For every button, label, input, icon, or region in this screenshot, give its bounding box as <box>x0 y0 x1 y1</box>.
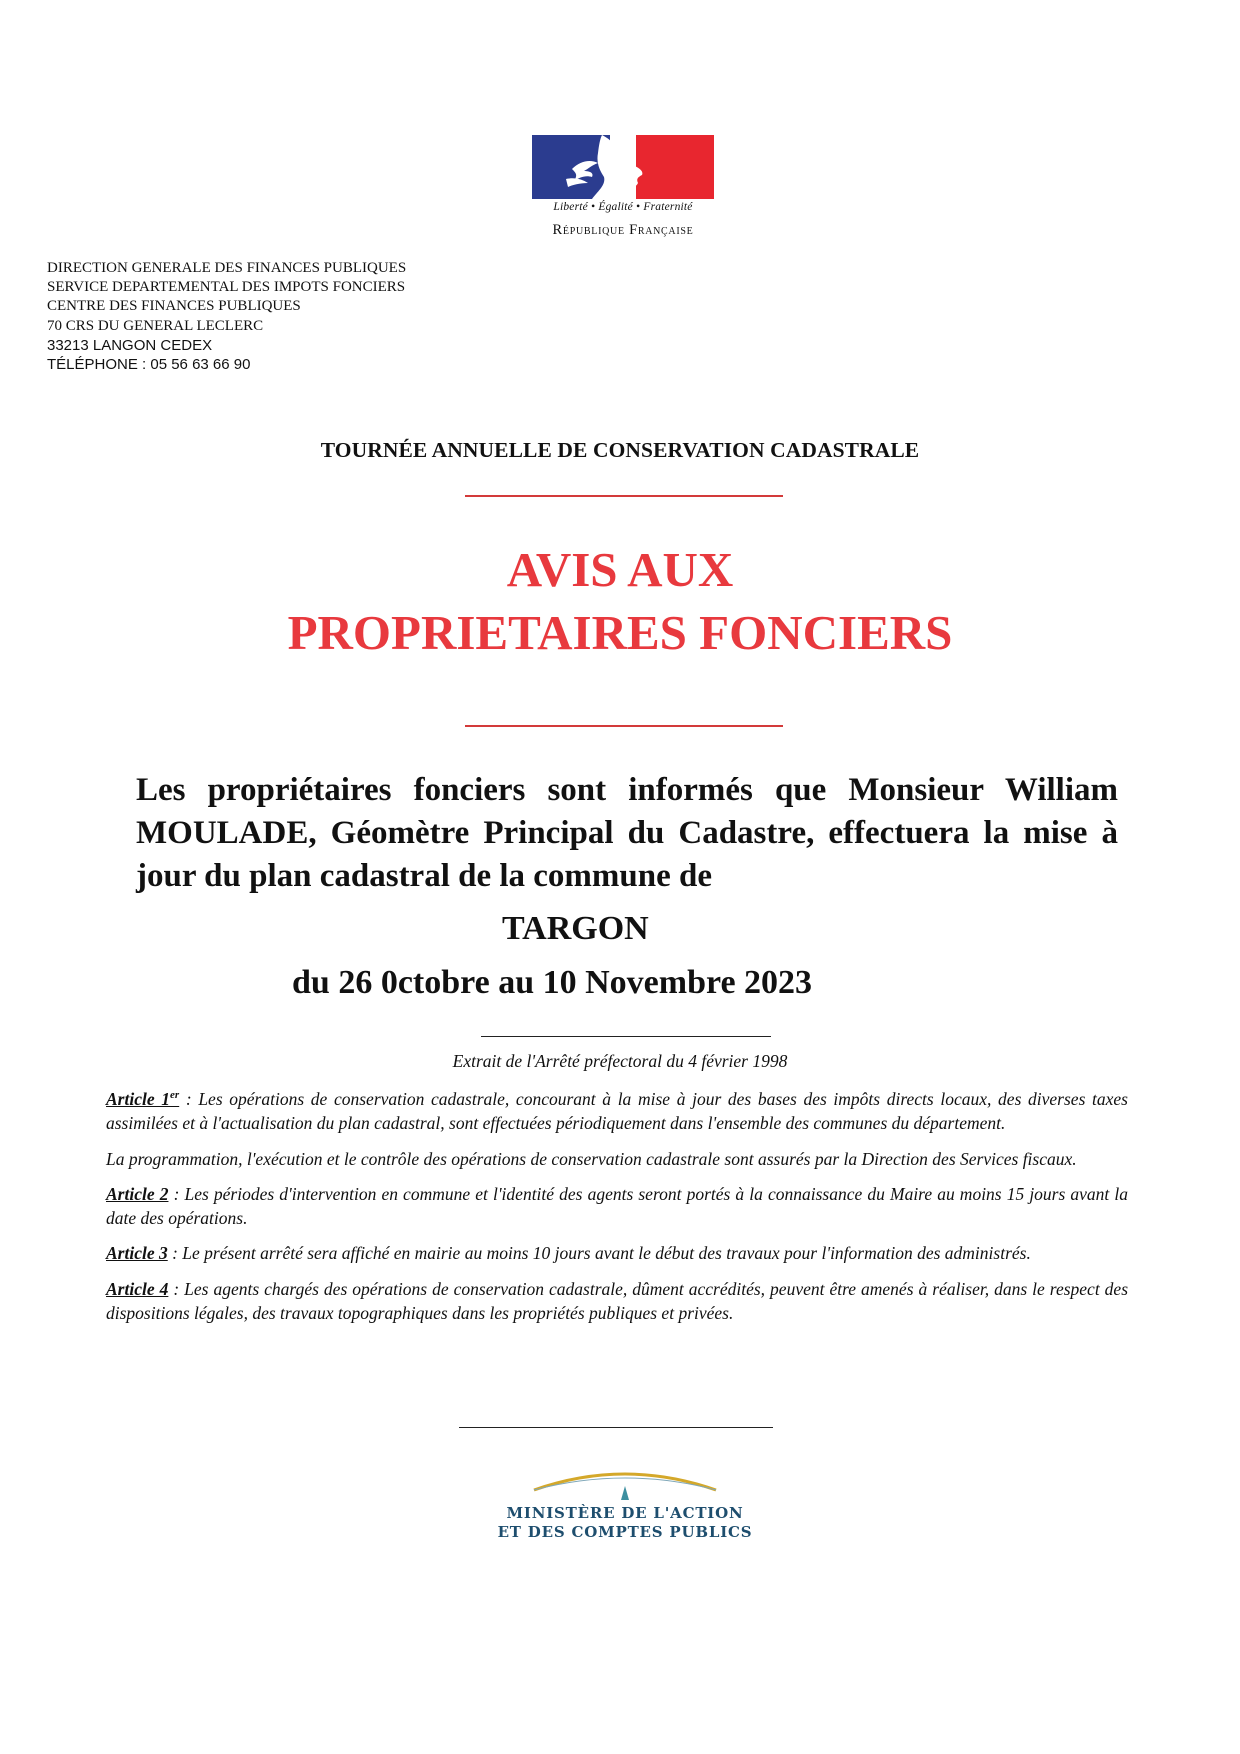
article-4 <box>106 1277 1128 1326</box>
article-text: : Les opérations de conservation cadastrale, concourant à la mise à jour des bases des impôts directs locaux, des diverses taxes assimilées et à l'actualisation du plan cadastral, sont effectuées périodiquement dans l'ensemble des communes du département. <box>106 1089 1128 1134</box>
address-line: CENTRE DES FINANCES PUBLIQUES <box>47 298 301 315</box>
article-label: Article 2 <box>106 1183 169 1204</box>
divider <box>481 1036 771 1037</box>
decree-extract-title: Extrait de l'Arrêté préfectoral du 4 février 1998 <box>452 1051 788 1071</box>
notice-title-line: PROPRIETAIRES FONCIERS <box>287 605 953 660</box>
address-line: SERVICE DEPARTEMENTAL DES IMPOTS FONCIERS <box>47 279 406 296</box>
article-1-paragraph-2: La programmation, l'exécution et le contrôle des opérations de conservation cadastrale sont assurés par la Direction des Services fiscaux. <box>106 1148 1077 1169</box>
marianne-logo <box>532 135 714 243</box>
notice-title <box>0 538 1240 664</box>
article-label: Article 3 <box>106 1243 168 1264</box>
address-line: DIRECTION GENERALE DES FINANCES PUBLIQUES <box>47 260 407 276</box>
marianne-flag-icon <box>532 135 714 199</box>
article-2 <box>106 1182 1128 1231</box>
divider <box>459 1427 773 1428</box>
article-label: Article 4 <box>106 1278 169 1299</box>
notice-title-line: AVIS AUX <box>506 542 734 597</box>
article-3 <box>106 1241 1128 1265</box>
ministry-arc-icon <box>490 1464 760 1504</box>
ministry-logo <box>490 1464 760 1544</box>
divider <box>465 495 783 497</box>
ministry-name <box>490 1504 760 1542</box>
ministry-name-line: ET DES COMPTES PUBLICS <box>497 1523 753 1541</box>
republic-name: République Française <box>552 222 694 238</box>
commune-name: TARGON <box>502 910 649 947</box>
article-text: : Le présent arrêté sera affiché en mairie au moins 10 jours avant le début des travaux pour l'information des administrés. <box>167 1243 1031 1264</box>
address-line: 33213 LANGON CEDEX <box>47 336 213 354</box>
sender-address <box>47 259 406 374</box>
article-1 <box>106 1087 1128 1136</box>
article-text: : Les agents chargés des opérations de conservation cadastrale, dûment accrédités, peuvent être amenés à réaliser, dans le respect des dispositions légales, des travaux topographiques dans les propriétés publiques et privées. <box>106 1278 1129 1324</box>
ministry-name-line: MINISTÈRE DE L'ACTION <box>506 1504 744 1522</box>
article-label: Article 1er <box>106 1089 180 1109</box>
campaign-heading: TOURNÉE ANNUELLE DE CONSERVATION CADASTRALE <box>320 438 920 462</box>
date-range: du 26 0ctobre au 10 Novembre 2023 <box>292 964 813 1001</box>
divider <box>465 725 783 727</box>
phone-line: TÉLÉPHONE : 05 56 63 66 90 <box>47 356 251 374</box>
article-text: : Les périodes d'intervention en commune et l'identité des agents seront portés à la connaissance du Maire au moins 15 jours avant la date des opérations. <box>106 1183 1129 1229</box>
republic-motto: Liberté • Égalité • Fraternité <box>553 201 693 213</box>
intro-paragraph: Les propriétaires fonciers sont informés que Monsieur William MOULADE, Géomètre Principal du Cadastre, effectuera la mise à jour du plan cadastral de la commune de <box>136 772 1118 894</box>
address-line: 70 CRS DU GENERAL LECLERC <box>47 317 264 334</box>
articles-section <box>106 1087 1128 1336</box>
